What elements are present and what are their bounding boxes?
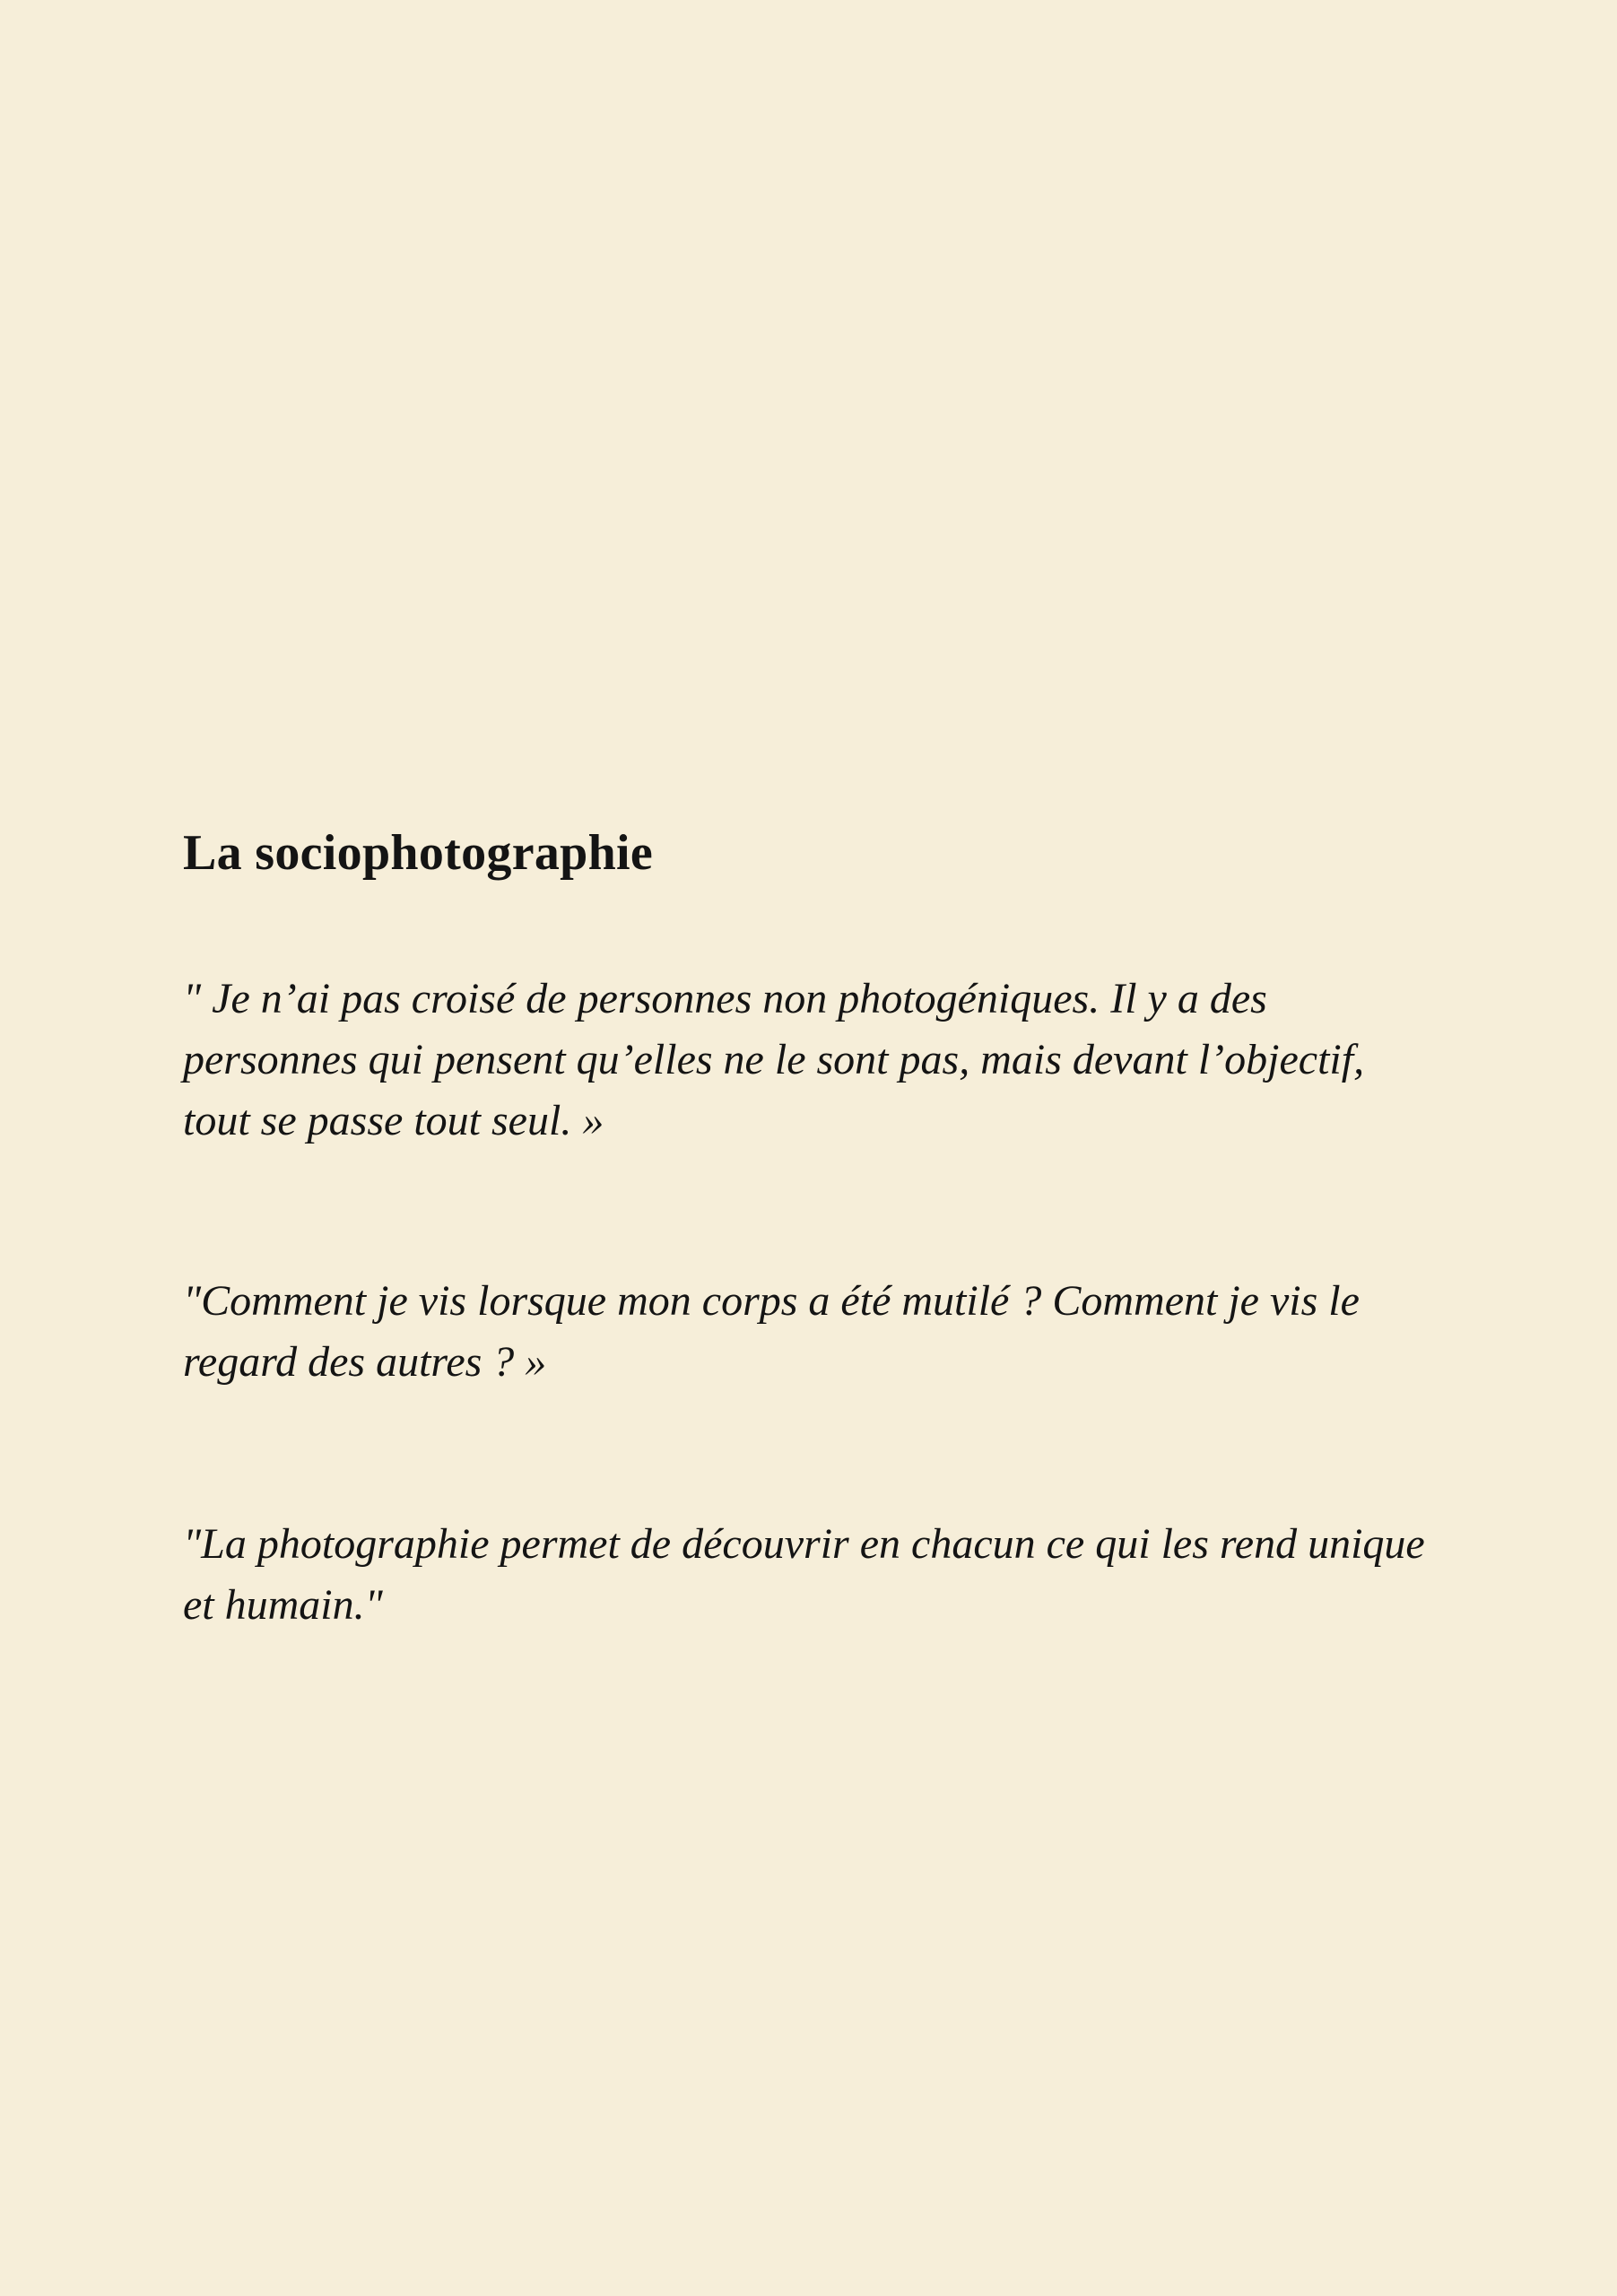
quote-line: personnes qui pensent qu’elles ne le sont pas, mais devant l’objectif, — [183, 1036, 1365, 1083]
quote-line: tout se passe tout seul. » — [183, 1097, 604, 1144]
quote-3 — [183, 1514, 1425, 1636]
quote-line: et humain." — [183, 1581, 383, 1629]
quote-line: "Comment je vis lorsque mon corps a été mutilé ? Comment je vis le — [183, 1277, 1360, 1325]
quote-line: regard des autres ? » — [183, 1338, 547, 1386]
quote-1 — [183, 969, 1364, 1152]
quote-line: " Je n’ai pas croisé de personnes non photogéniques. Il y a des — [183, 975, 1267, 1022]
quote-2 — [183, 1271, 1360, 1393]
quote-line: "La photographie permet de découvrir en chacun ce qui les rend unique — [183, 1520, 1425, 1568]
page-title: La sociophotographie — [183, 825, 654, 881]
